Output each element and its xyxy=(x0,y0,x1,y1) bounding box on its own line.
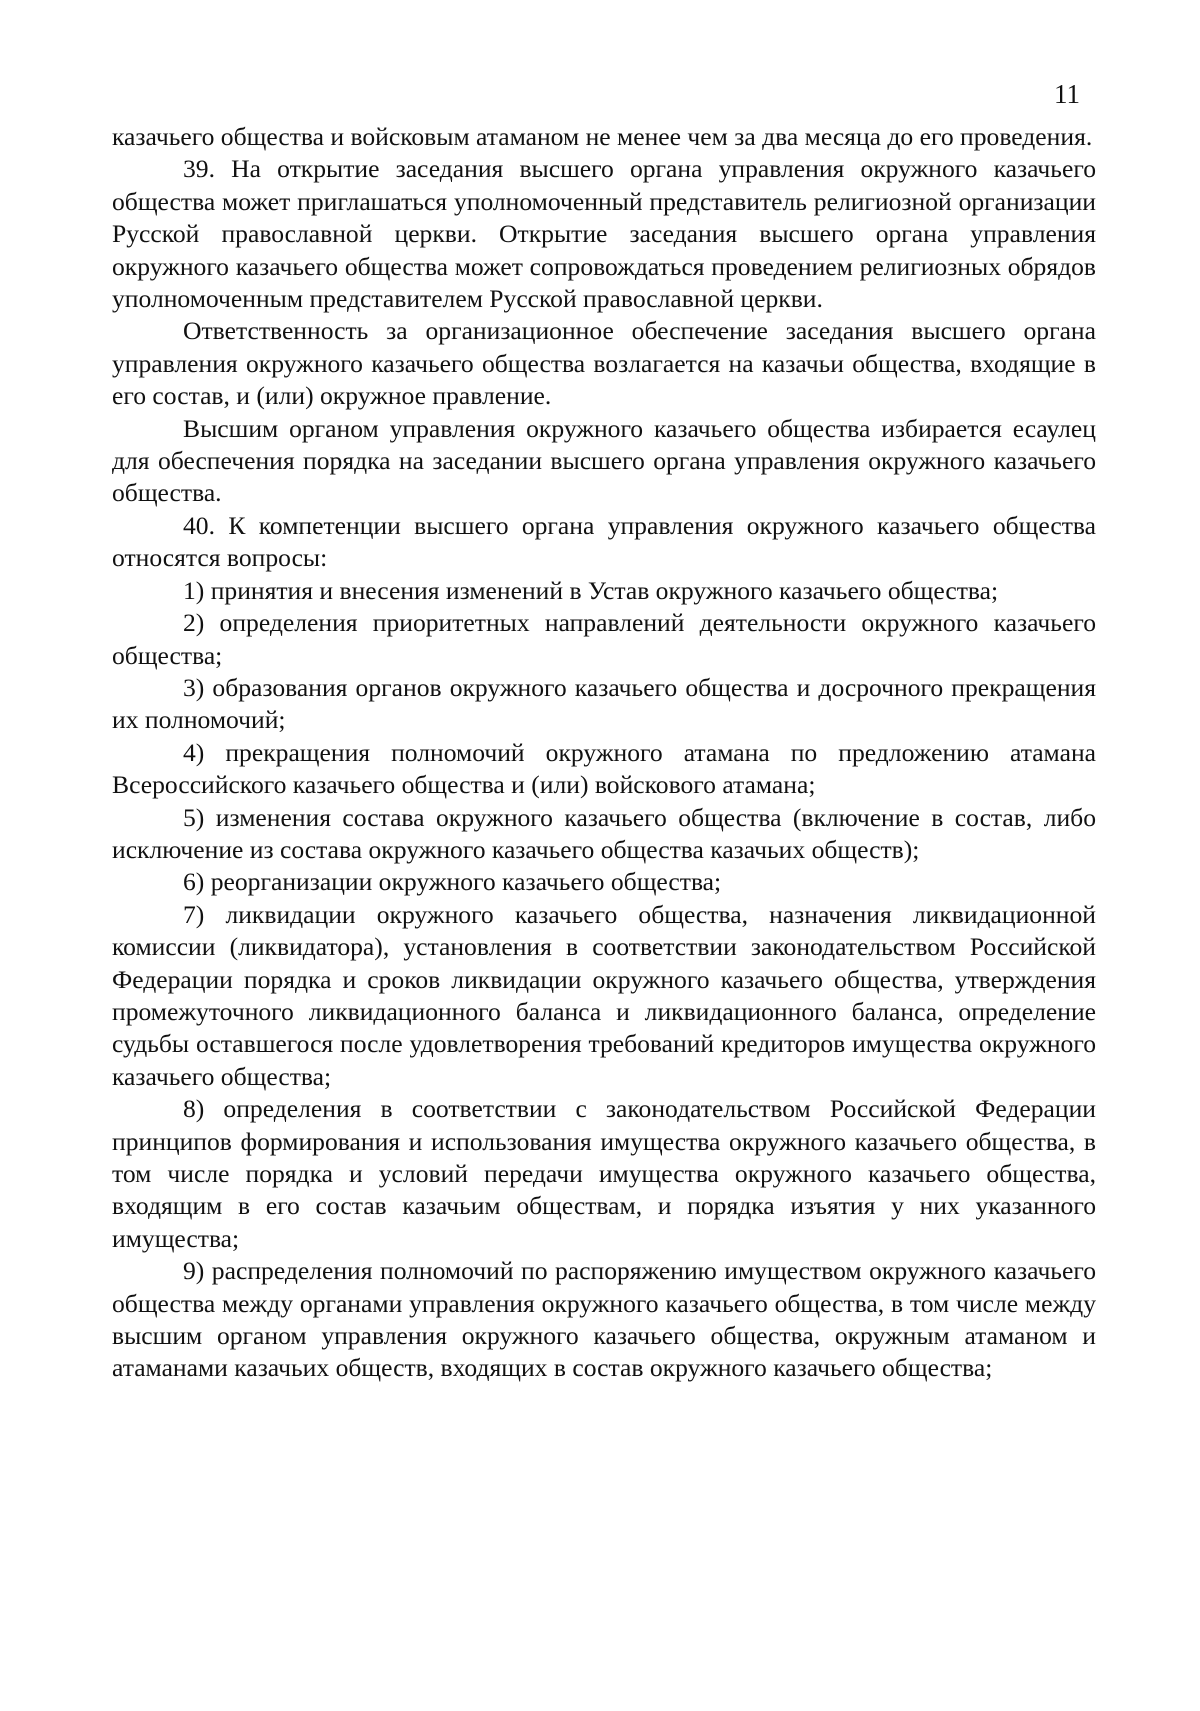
paragraph-continuation: казачьего общества и войсковым атаманом не менее чем за два месяца до его проведения. xyxy=(112,122,1093,151)
list-item-4: 4) прекращения полномочий окружного атамана по предложению атамана Всероссийского казачьего общества и (или) войскового атамана; xyxy=(112,737,1096,800)
page-number: 11 xyxy=(1054,79,1080,109)
list-item-1: 1) принятия и внесения изменений в Устав окружного казачьего общества; xyxy=(183,575,999,605)
list-item-7: 7) ликвидации окружного казачьего общества, назначения ликвидационной комиссии (ликвидатора), установления в соответствии законодательством Российской Федерации порядка и сроков ликвидации окружного казачьего общества, утверждения промежуточного ликвидационного баланса и ликвидационного баланса, определение судьбы оставшегося после удовлетворения требований кредиторов имущества окружного казачьего общества; xyxy=(112,899,1096,1091)
document-body xyxy=(112,121,1096,1385)
list-item-6: 6) реорганизации окружного казачьего общества; xyxy=(183,867,722,897)
paragraph-item-40: 40. К компетенции высшего органа управления окружного казачьего общества относятся вопросы: xyxy=(112,510,1096,573)
paragraph-esaulets: Высшим органом управления окружного казачьего общества избирается есаулец для обеспечения порядка на заседании высшего органа управления окружного казачьего общества. xyxy=(112,413,1096,508)
list-item-9: 9) распределения полномочий по распоряжению имуществом окружного казачьего общества между органами управления окружного казачьего общества, в том числе между высшим органом управления окружного казачьего общества, окружным атаманом и атаманами казачьих обществ, входящих в состав окружного казачьего общества; xyxy=(112,1256,1096,1383)
list-item-2: 2) определения приоритетных направлений деятельности окружного казачьего общества; xyxy=(112,608,1096,670)
list-item-3: 3) образования органов окружного казачьего общества и досрочного прекращения их полномочий; xyxy=(112,672,1096,735)
paragraph-item-39: 39. На открытие заседания высшего органа управления окружного казачьего общества может приглашаться уполномоченный представитель религиозной организации Русской православной церкви. Открытие заседания высшего органа управления окружного казачьего общества может сопровождаться проведением религиозных обрядов уполномоченным представителем Русской православной церкви. xyxy=(112,154,1096,314)
paragraph-responsibility: Ответственность за организационное обеспечение заседания высшего органа управления окружного казачьего общества возлагается на казачьи общества, входящие в его состав, и (или) окружное правление. xyxy=(112,316,1096,411)
list-item-8: 8) определения в соответствии с законодательством Российской Федерации принципов формирования и использования имущества окружного казачьего общества, в том числе порядка и условий передачи имущества окружного казачьего общества, входящим в его состав казачьим обществам, и порядка изъятия у них указанного имущества; xyxy=(112,1094,1096,1253)
list-item-5: 5) изменения состава окружного казачьего общества (включение в состав, либо исключение из состава окружного казачьего общества казачьих обществ); xyxy=(112,802,1096,864)
